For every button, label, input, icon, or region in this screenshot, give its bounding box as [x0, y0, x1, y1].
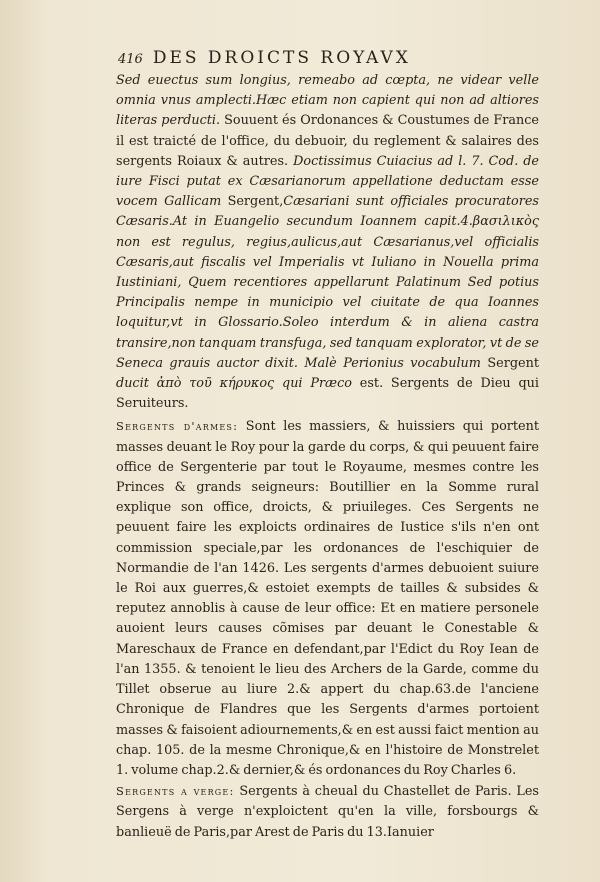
running-head — [118, 48, 498, 70]
latin-passage-b: Doctissimus Cuiacius ad l. 7. Cod. de iure Fisci putat ex Cæsarianorum appellatione deductam esse vocem Gallicam — [116, 153, 539, 210]
sergent-word: Sergent, — [221, 194, 284, 210]
latin-passage-c: Cæsariani sunt officiales procuratores Cæsaris.At in Euangelio secundum Ioannem capit.4.βασιλικὸς non est regulus, regius,aulicus,aut Cæsarianus,vel officialis Cæsaris,aut fiscalis vel Imperialis vt Iuliano in Nouella prima Iustiniani, Quem recentiores appellarunt Palatinum Sed potius Principalis nempe in municipio vel ciuitate de qua Ioannes loquitur,vt in Glossario.Soleo interdum & in aliena castra transire,non tanquam transfuga, sed tanquam explorator, vt de se Seneca grauis auctor dixit. Malè Perionius vocabulum — [116, 194, 539, 371]
body-text — [116, 71, 539, 843]
sergent-word-2: Sergent — [487, 355, 540, 371]
french-passage-a: Souuent és Ordonances & Coustumes de France il est traicté de l'office, du debuoir, du reglement & salaires des sergents Roiaux & autres. — [116, 113, 539, 169]
paragraph-sergents-a-verge — [116, 781, 539, 843]
section-heading-sergents-d-armes: Sergents d'armes: — [116, 419, 239, 434]
paragraph-sergents-d-armes — [116, 416, 539, 781]
page-number: 416 — [118, 52, 143, 67]
latin-passage-d: ducit ἀπὸ τοῦ κήρυκος qui Præco — [116, 376, 352, 392]
paragraph-text: Sergents à cheual du Chastellet de Paris. Les Sergens à verge n'exploictent qu'en la ville, forsbourgs & banlieuë de Paris,par Arest de Paris du 13.Ianuier — [116, 784, 540, 840]
page-title: DES DROICTS ROYAVX — [152, 48, 411, 68]
section-heading-sergents-a-verge: Sergents a verge: — [116, 784, 235, 799]
paragraph-text: Sont les massiers, & huissiers qui portent masses deuant le Roy pour la garde du corps, & qui peuuent faire office de Sergenterie par tout le Royaume, mesmes contre les Princes & grands seigneurs: Boutillier en la Somme rural explique son office, droicts, & priuileges. Ces Sergents ne peuuent faire les exploicts ordinaires de Iustice s'ils n'en ont commission speciale,par les ordonances de l'eschiquier de Normandie de l'an 1426. Les sergents d'armes debuoient suiure le Roi aux guerres,& estoiet exempts de tailles & subsides & reputez annoblis à cause de leur office: Et en matiere personele auoient leurs causes cõmises par deuant le Conestable & Mareschaux de France en defendant,par l'Edict du Roy Iean de l'an 1355. & tenoient le lieu des Archers de la Garde, comme du Tillet obserue au liure 2.& appert du chap.63.de l'anciene Chronique de Flandres que les Sergents d'armes portoient masses & faisoient adiournements,& en est aussi faict mention au chap. 105. de la mesme Chronique,& en l'histoire de Monstrelet 1. volume chap.2.& dernier,& és ordonances du Roy Charles 6. — [116, 419, 540, 778]
latin-passage-a: Sed euectus sum longius, remeabo ad cœpta, ne videar velle omnia vnus amplecti.Hæc etiam non capient qui non ad altiores literas perducti. — [116, 73, 539, 129]
french-passage-b: est. Sergents de Dieu qui Seruiteurs. — [116, 376, 539, 412]
paragraph-sergents-etymology — [116, 71, 539, 414]
